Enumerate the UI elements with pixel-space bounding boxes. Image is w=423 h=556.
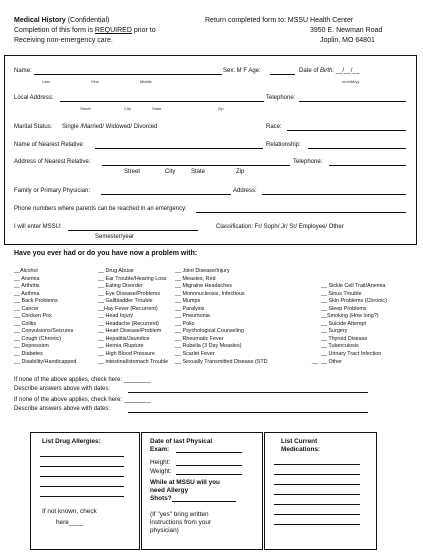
problem-item[interactable]: __ Colitis [14,320,37,327]
bring-2: instructions from your [150,519,212,526]
telephone2-field[interactable] [329,165,406,166]
name-label: Name: [14,68,32,74]
physical-title-2: Exam: [150,446,170,453]
problems-col-2 [98,268,168,366]
problem-item[interactable]: __ Diabetes [14,351,43,358]
problems-col-4 [321,268,387,366]
weight-label: Weight: [150,468,172,475]
rel-sub-state: State [191,169,206,175]
not-known-2[interactable]: here____ [56,519,84,526]
allergy-shots-3: Shots? [150,495,172,502]
semester-year: Semester/year [95,234,135,240]
problem-item[interactable]: __ Drug Abuse [98,268,134,274]
problem-item[interactable]: __ Scarlet Fever [175,351,215,358]
physical-title-1: Date of last Physical [150,438,213,445]
problem-item[interactable]: __ Head Injury [98,313,134,320]
weight-field[interactable] [176,474,242,475]
problem-item[interactable]: __ Heart Disease/Problem [98,328,162,335]
problem-item[interactable]: __ Hepatitis/Jaundice [98,335,150,342]
phone-parents-label: Phone numbers where parents can be reached in an emergency: [14,206,187,212]
sex-age-label: Sex: M F Age: [223,68,261,74]
dob-label [299,68,359,74]
problems-col-1 [14,268,76,366]
local-address-label: Local Address: [14,95,54,101]
problem-item[interactable]: __ High Blood Pressure [98,351,155,358]
sub-first: First [91,79,99,84]
problem-item[interactable]: __ Mumps [175,298,201,305]
problem-item[interactable]: __ Headache (Recurrent) [98,320,159,327]
bring-3: physician) [150,527,179,534]
problem-item[interactable]: __ Psychological Counseling [175,328,244,335]
age-field[interactable] [270,74,295,75]
problem-item[interactable]: __ Tuberculosis [321,343,359,350]
physician-address-field[interactable] [262,194,406,195]
form-title [14,17,109,24]
local-address-field[interactable] [60,101,264,102]
problem-item[interactable]: __ Anemia [14,275,40,282]
bring-1: (If "yes" bring written [150,511,209,518]
address-relative-field[interactable] [102,165,290,166]
sub-city: City [124,106,131,111]
problem-item[interactable]: __ Back Problems [14,298,58,305]
sub-last: Last [42,79,50,84]
medication-line[interactable] [274,504,360,505]
problem-item[interactable]: __ Suicide Attempt [321,320,366,327]
allergies-box [30,432,140,550]
describe-2-label: Describe answers above with dates: [14,406,111,412]
problem-item[interactable]: __ Chicken Pox [14,313,52,320]
rel-sub-street: Street [124,169,141,175]
telephone-field[interactable] [299,101,406,102]
medication-line[interactable] [274,494,360,495]
title-rest: (Confidential) [65,17,110,24]
classification-label[interactable]: Classification: Fr/ Soph/ Jr/ Sr/ Employee/ Other [216,224,344,230]
problem-item[interactable]: __ Joint Disease/Injury [175,268,230,274]
marital-label: Marital Status: [14,124,53,130]
sub-middle: Middle [140,79,152,84]
problem-item[interactable]: __ Convulsions/Seizures [14,328,74,335]
dob-label-text: Date of [299,68,321,74]
medication-line[interactable] [274,524,360,525]
relationship-field[interactable] [308,148,406,149]
enter-mssu-field[interactable] [68,230,198,231]
problem-item[interactable]: __ Rubella (3 Day Measles) [175,343,242,350]
title-bold: Medical History [14,17,66,24]
problem-item[interactable]: __ Eye Disease/Problems [98,290,161,297]
problem-item[interactable]: __ Hernia /Rupture [98,343,144,350]
not-known-1: If not known, check [42,508,97,515]
problem-item[interactable]: __ Polio [175,320,195,327]
allergies-title: List Drug Allergies: [42,438,101,445]
medications-title-2: Medications: [281,446,321,453]
std-suffix: __ [312,358,318,365]
height-field[interactable] [176,465,242,466]
telephone-label: Telephone: [266,95,296,101]
non-emergency-line: Receiving non-emergency care. [14,37,113,44]
problem-item[interactable]: __ Sinus Trouble [321,290,362,297]
problem-item[interactable]: __ Sickle Cell Trait/Anemia [321,283,386,290]
return-line: Return completed form to: MSSU Health Center [205,17,354,24]
problem-item[interactable]: __ Sexually Transmitted Disease (STD [175,358,268,365]
enter-mssu-label: I will enter MSSU: [14,224,62,230]
physician-label: Family or Primary Physician: [14,188,91,194]
height-label: Height: [150,459,171,466]
phone-parents-field[interactable] [196,212,406,213]
problem-item[interactable]: __Smoking (How long?) [321,313,379,320]
problem-item[interactable]: __Alcohol [14,268,38,274]
medication-line[interactable] [274,514,360,515]
address-relative-label: Address of Nearest Relative: [14,159,91,165]
allergy-line[interactable] [40,476,124,477]
problem-item[interactable]: __ Arthritis [14,283,40,290]
dob-field[interactable]: __/__/__ [335,68,360,74]
describe-1-label: Describe answers above with dates: [14,386,111,392]
required-line [14,27,156,34]
problem-item[interactable]: __ Other [321,358,342,365]
describe-1-field[interactable] [128,392,368,393]
required-post: prior to [131,27,156,34]
physician-field[interactable] [101,194,231,195]
marital-options[interactable]: Single /Married/ Widowed/ Divorced [62,124,158,130]
problem-item[interactable]: __ Sleep Problems [321,305,367,312]
address-line-1: 3950 E. Newman Road [310,27,383,34]
problem-item[interactable]: __ intestinal/stomach Trouble [98,358,169,365]
problem-item[interactable]: __ Urinary Tract Infection [321,351,382,358]
nearest-relative-line[interactable] [95,148,263,149]
problem-item[interactable]: __ Paralysis [175,305,205,312]
problem-item[interactable]: __ Depression [14,343,49,350]
problem-item[interactable]: __ Cancer [14,305,39,312]
medication-line[interactable] [274,474,360,475]
sub-zip: Zip [218,106,224,111]
none-check-2[interactable]: If none of the above applies, check here: ________ [14,397,151,403]
problem-item[interactable]: __ Eating Disorder [98,283,143,290]
allergy-shots-2: need Allergy [150,487,189,494]
medication-line[interactable] [274,484,360,485]
telephone2-label: Telephone: [293,159,323,165]
allergy-line[interactable] [40,456,124,457]
address-line-2: Joplin, MO 64801 [320,37,375,44]
problems-heading: Have you ever had or do you have now a problem with: [14,250,198,257]
problem-item[interactable]: __ Gallbladder Trouble [98,298,153,305]
medication-line[interactable] [274,464,360,465]
allergy-line[interactable] [40,466,124,467]
none-check-1[interactable]: If none of the above applies, check here: ________ [14,377,151,383]
rel-sub-city: City [165,169,176,175]
medications-title-1: List Current [281,438,318,445]
required-word: REQUIRED [94,27,132,34]
allergy-shots-field[interactable] [172,501,236,502]
problem-item[interactable]: __ Skin Problems (Chronic) [321,298,387,305]
problem-item[interactable]: __ Mononucleosis, Infectious [175,290,245,297]
problem-item[interactable]: __ Asthma [14,290,40,297]
physician-address-label: Address: [233,188,257,194]
allergy-shots-1: While at MSSU will you [150,479,220,486]
sub-state: State [152,106,162,111]
allergy-line[interactable] [40,486,124,487]
sub-mmddyy: mm/dd/yy [342,79,360,84]
rel-sub-zip: Zip [236,169,245,175]
dob-label-italic: Birth: [320,68,335,74]
problem-item[interactable]: __ Thyroid Disease [321,335,368,342]
physical-date-field[interactable] [176,452,242,453]
race-label: Race: [266,124,282,130]
problem-item[interactable]: __ Ear Trouble/Hearing Loss [98,275,167,282]
describe-2-field[interactable] [128,412,368,413]
problem-item[interactable]: __ Migraine Headaches [175,283,232,290]
problem-item[interactable]: __ Rheumatic Fever [175,335,224,342]
problem-item[interactable]: __ Pneumonia [175,313,210,320]
required-pre: Completion of this form is [14,27,95,34]
problem-item[interactable]: __ Surgery [321,328,348,335]
relationship-label: Relationship: [266,142,301,148]
nearest-relative-label: Name of Nearest Relative: [14,142,85,148]
problem-item[interactable]: __Hay Fever (Recurrent) [98,305,158,312]
problem-item[interactable]: __ Disability/Handicapped [14,358,77,365]
problem-item[interactable]: __ Measles, Red [175,275,216,282]
allergy-line[interactable] [40,496,124,497]
race-field[interactable] [287,130,406,131]
problem-item[interactable]: __ Cough (Chronic) [14,335,62,342]
name-field[interactable] [34,74,222,75]
problems-col-3 [175,268,268,366]
sub-street: Street [80,106,91,111]
